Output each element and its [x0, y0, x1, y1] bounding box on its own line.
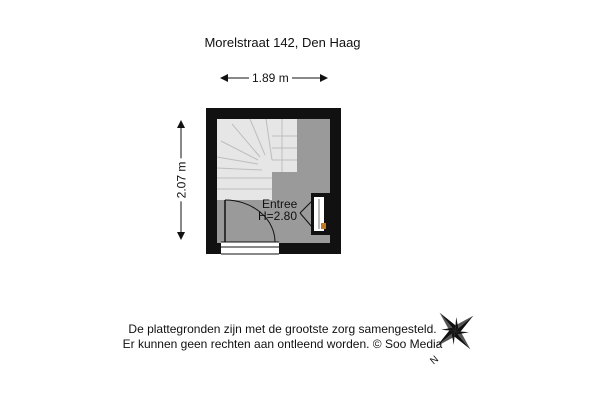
disclaimer — [100, 322, 465, 352]
disclaimer-line-1: De plattegronden zijn met de grootste zorg samengesteld. — [128, 322, 437, 336]
compass-north-label: N — [428, 353, 441, 368]
address-title: Morelstraat 142, Den Haag — [204, 35, 361, 50]
width-label: 1.89 m — [249, 71, 292, 85]
room-height: H=2.80 — [258, 209, 298, 223]
room-name: Entree — [262, 197, 298, 211]
disclaimer-line-2: Er kunnen geen rechten aan ontleend worden. © Soo Media — [122, 337, 443, 351]
height-label: 2.07 m — [174, 159, 188, 202]
